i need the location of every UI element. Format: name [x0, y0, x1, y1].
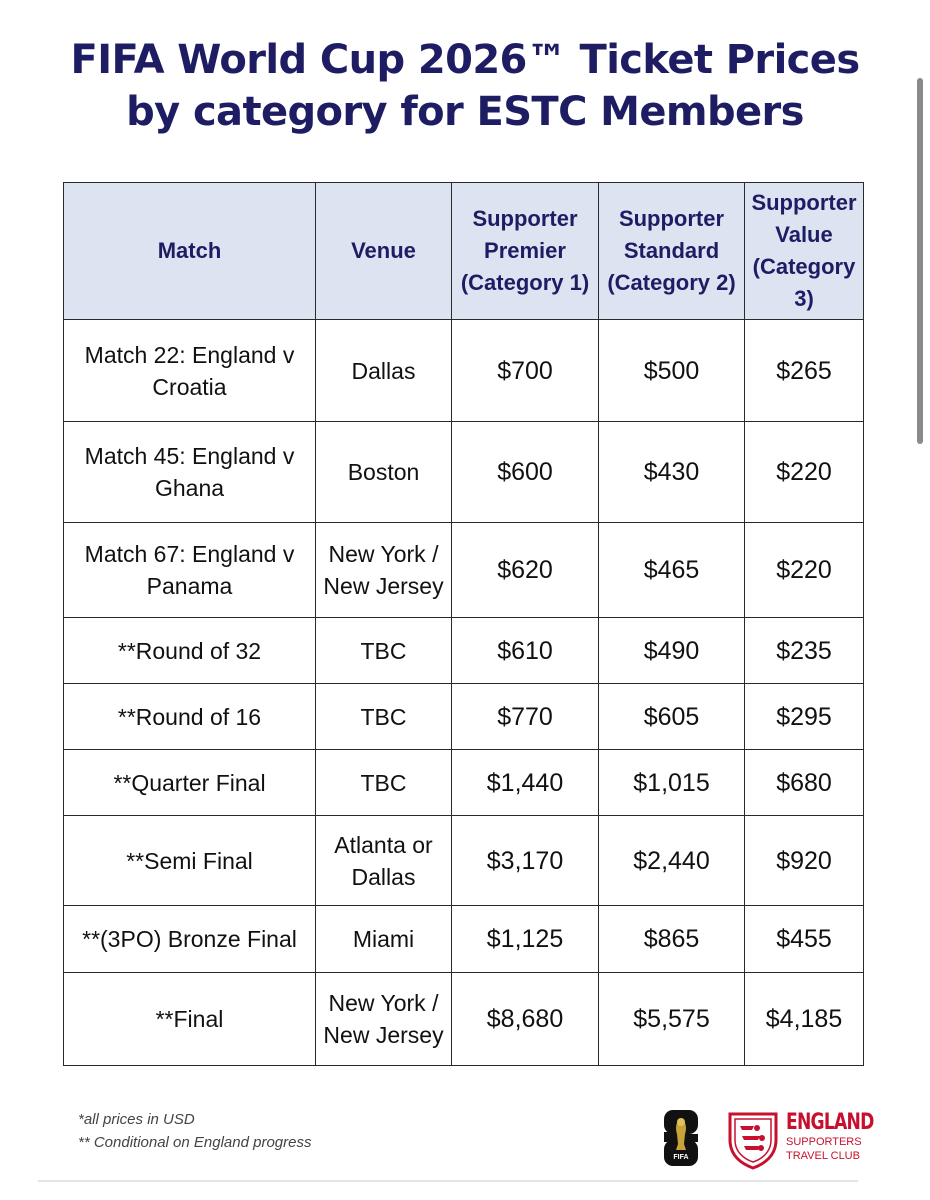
- page-title: [40, 34, 890, 138]
- footnote-conditional: ** Conditional on England progress: [78, 1134, 312, 1151]
- match-cell: **Quarter Final: [64, 750, 316, 816]
- title-line-2: by category for ESTC Members: [126, 89, 804, 135]
- bottom-divider: [38, 1180, 858, 1182]
- cat3-price: $220: [745, 523, 864, 618]
- table-row: [64, 523, 864, 618]
- cat2-price: $430: [599, 422, 745, 523]
- header-category-2: Supporter Standard (Category 2): [599, 183, 745, 320]
- cat1-price: $1,440: [452, 750, 599, 816]
- cat2-price: $1,015: [599, 750, 745, 816]
- cat1-price: $610: [452, 618, 599, 684]
- match-cell: Match 45: England v Ghana: [64, 422, 316, 523]
- match-cell: Match 67: England v Panama: [64, 523, 316, 618]
- match-cell: **Semi Final: [64, 816, 316, 906]
- logo-strip: [662, 1108, 872, 1170]
- match-cell: **Final: [64, 973, 316, 1066]
- cat1-price: $600: [452, 422, 599, 523]
- footnote-usd: *all prices in USD: [78, 1111, 195, 1128]
- header-venue: Venue: [316, 183, 452, 320]
- header-category-3: Supporter Value (Category 3): [745, 183, 864, 320]
- table-header-row: [64, 183, 864, 320]
- footnotes: [78, 1108, 312, 1154]
- cat3-price: $680: [745, 750, 864, 816]
- table-row: [64, 973, 864, 1066]
- table-row: [64, 816, 864, 906]
- vertical-scrollbar[interactable]: [917, 78, 923, 444]
- cat3-price: $455: [745, 906, 864, 973]
- cat2-price: $2,440: [599, 816, 745, 906]
- cat1-price: $3,170: [452, 816, 599, 906]
- cat1-price: $620: [452, 523, 599, 618]
- three-lions-crest-icon: [724, 1110, 782, 1170]
- fifa-26-trophy-icon: [662, 1108, 700, 1168]
- table-row: [64, 618, 864, 684]
- cat1-price: $700: [452, 320, 599, 422]
- venue-cell: Boston: [316, 422, 452, 523]
- match-cell: **(3PO) Bronze Final: [64, 906, 316, 973]
- table-row: [64, 422, 864, 523]
- cat3-price: $295: [745, 684, 864, 750]
- match-cell: Match 22: England v Croatia: [64, 320, 316, 422]
- venue-cell: TBC: [316, 684, 452, 750]
- brand-sub-text-1: SUPPORTERS: [786, 1136, 862, 1148]
- brand-sub-text-2: TRAVEL CLUB: [786, 1150, 860, 1162]
- cat2-price: $5,575: [599, 973, 745, 1066]
- cat2-price: $465: [599, 523, 745, 618]
- cat2-price: $865: [599, 906, 745, 973]
- cat3-price: $4,185: [745, 973, 864, 1066]
- table-row: [64, 684, 864, 750]
- table-row: [64, 906, 864, 973]
- cat2-price: $500: [599, 320, 745, 422]
- estc-brand: [786, 1112, 876, 1162]
- cat3-price: $265: [745, 320, 864, 422]
- cat1-price: $770: [452, 684, 599, 750]
- venue-cell: TBC: [316, 618, 452, 684]
- table-row: [64, 750, 864, 816]
- cat3-price: $235: [745, 618, 864, 684]
- cat1-price: $1,125: [452, 906, 599, 973]
- venue-cell: New York / New Jersey: [316, 973, 452, 1066]
- header-match: Match: [64, 183, 316, 320]
- venue-cell: Dallas: [316, 320, 452, 422]
- venue-cell: Miami: [316, 906, 452, 973]
- fifa-logo-text: FIFA: [673, 1154, 689, 1161]
- cat2-price: $605: [599, 684, 745, 750]
- cat2-price: $490: [599, 618, 745, 684]
- header-category-1: Supporter Premier (Category 1): [452, 183, 599, 320]
- cat3-price: $220: [745, 422, 864, 523]
- cat3-price: $920: [745, 816, 864, 906]
- match-cell: **Round of 32: [64, 618, 316, 684]
- venue-cell: Atlanta or Dallas: [316, 816, 452, 906]
- table-row: [64, 320, 864, 422]
- venue-cell: New York / New Jersey: [316, 523, 452, 618]
- cat1-price: $8,680: [452, 973, 599, 1066]
- brand-main-text: ENGLAND: [786, 1110, 874, 1135]
- match-cell: **Round of 16: [64, 684, 316, 750]
- title-line-1: FIFA World Cup 2026™ Ticket Prices: [70, 37, 860, 83]
- ticket-price-table: [63, 182, 864, 1066]
- venue-cell: TBC: [316, 750, 452, 816]
